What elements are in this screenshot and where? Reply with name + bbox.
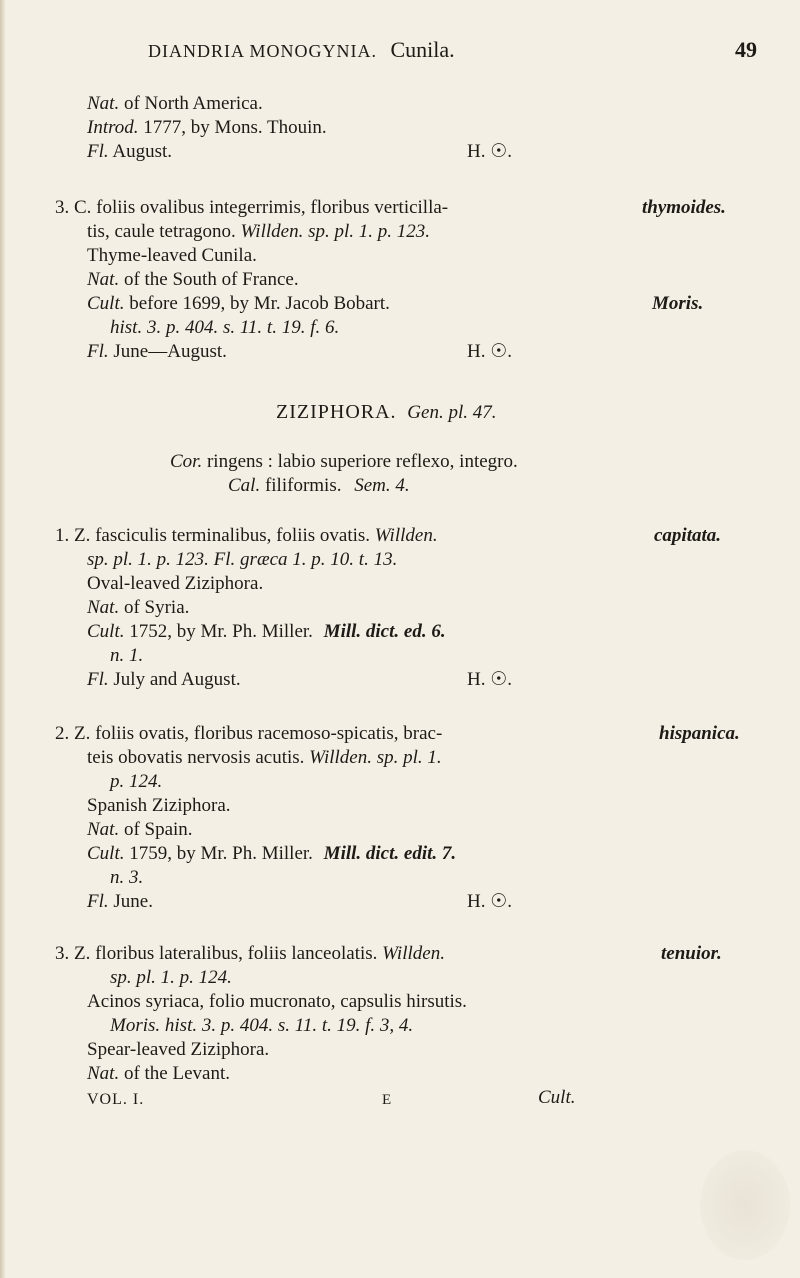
cunila3-symbol: H. ☉. <box>467 341 513 362</box>
ziziphora2-line3: p. 124. <box>110 771 163 792</box>
header-genus: Cunila. <box>390 37 455 62</box>
header-class-order: DIANDRIA MONOGYNIA. <box>148 41 377 61</box>
ziziphora2-line2: teis obovatis nervosis acutis. Willden. sp. pl. 1. <box>87 747 442 768</box>
cunila3-line2: tis, caule tetragono. Willden. sp. pl. 1. p. 123. <box>87 221 431 242</box>
ziziphora2-symbol: H. ☉. <box>467 891 513 912</box>
ziziphora2-cult-line: Cult. 1759, by Mr. Ph. Miller. Mill. dict. edit. 7. <box>87 843 457 864</box>
cunila3-fl-line: Fl. June—August. <box>87 341 227 362</box>
ziziphora1-symbol: H. ☉. <box>467 669 513 690</box>
ziziphora1-mill-number: n. 1. <box>110 645 144 666</box>
ziziphora3-line2: sp. pl. 1. p. 124. <box>110 967 232 988</box>
ziziphora2-nat-line: Nat. of Spain. <box>87 819 193 840</box>
genus-reference: Gen. pl. 47. <box>407 402 497 423</box>
cunila3-cult-line: Cult. before 1699, by Mr. Jacob Bobart. <box>87 293 390 314</box>
ziziphora3-moris-ref: Moris. hist. 3. p. 404. s. 11. t. 19. f. 3, 4. <box>110 1015 414 1036</box>
ziziphora3-nat-line: Nat. of the Levant. <box>87 1063 230 1084</box>
genus-calyx-line: Cal. filiformis. Sem. 4. <box>228 475 410 496</box>
running-header <box>148 38 455 63</box>
page-edge-shadow <box>0 0 6 1278</box>
ziziphora3-common-name: Spear-leaved Ziziphora. <box>87 1039 270 1060</box>
ziziphora3-synonym: Acinos syriaca, folio mucronato, capsulis hirsutis. <box>87 991 467 1012</box>
cunila3-moris-ref: Moris. <box>652 293 704 314</box>
cunila3-line1: 3. C. foliis ovalibus integerrimis, floribus verticilla- <box>55 197 449 218</box>
cunila3-nat-line: Nat. of the South of France. <box>87 269 299 290</box>
ziziphora1-line2: sp. pl. 1. p. 123. Fl. græca 1. p. 10. t. 13. <box>87 549 398 570</box>
intro-nat-line: Nat. of North America. <box>87 93 263 114</box>
cunila3-common-name: Thyme-leaved Cunila. <box>87 245 257 266</box>
ziziphora1-cult-line: Cult. 1752, by Mr. Ph. Miller. Mill. dict. ed. 6. <box>87 621 446 642</box>
intro-introd-line: Introd. 1777, by Mons. Thouin. <box>87 117 327 138</box>
ziziphora2-line1: 2. Z. foliis ovatis, floribus racemoso-spicatis, brac- <box>55 723 443 744</box>
cunila3-hist-ref: hist. 3. p. 404. s. 11. t. 19. f. 6. <box>110 317 340 338</box>
cunila3-trivial-name: thymoides. <box>642 197 726 218</box>
genus-name: ZIZIPHORA. <box>276 401 397 423</box>
footer-catchword: Cult. <box>538 1087 576 1108</box>
ziziphora1-line1: 1. Z. fasciculis terminalibus, foliis ovatis. Willden. <box>55 525 438 546</box>
ziziphora2-trivial-name: hispanica. <box>659 723 740 744</box>
page-number: 49 <box>735 37 757 62</box>
intro-fl-line: Fl. August. <box>87 141 172 162</box>
footer-volume: VOL. I. <box>87 1091 145 1108</box>
ziziphora2-common-name: Spanish Ziziphora. <box>87 795 231 816</box>
ziziphora1-fl-line: Fl. July and August. <box>87 669 241 690</box>
genus-corolla-line: Cor. ringens : labio superiore reflexo, integro. <box>170 451 518 472</box>
ziziphora1-common-name: Oval-leaved Ziziphora. <box>87 573 264 594</box>
ziziphora2-mill-number: n. 3. <box>110 867 144 888</box>
ziziphora1-nat-line: Nat. of Syria. <box>87 597 190 618</box>
ziziphora3-trivial-name: tenuior. <box>661 943 722 964</box>
intro-symbol: H. ☉. <box>467 141 513 162</box>
ziziphora1-trivial-name: capitata. <box>654 525 722 546</box>
ziziphora2-fl-line: Fl. June. <box>87 891 153 912</box>
footer-signature: E <box>382 1092 392 1108</box>
genus-heading <box>276 400 496 425</box>
page-stain <box>700 1150 790 1260</box>
ziziphora3-line1: 3. Z. floribus lateralibus, foliis lanceolatis. Willden. <box>55 943 445 964</box>
